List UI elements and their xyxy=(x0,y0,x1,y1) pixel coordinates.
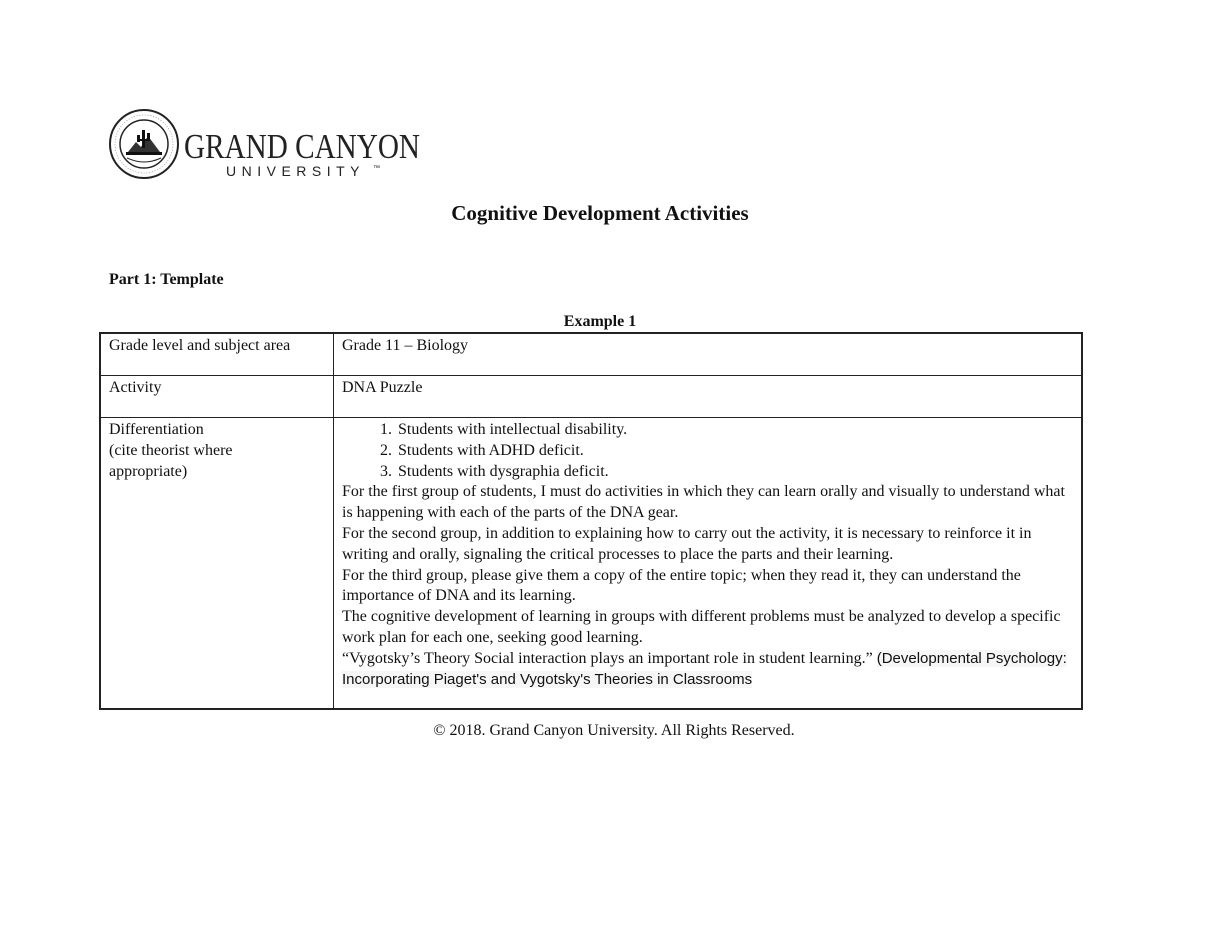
university-seal-icon xyxy=(110,110,178,178)
row-label: Grade level and subject area xyxy=(100,333,334,376)
paragraph: For the second group, in addition to explaining how to carry out the activity, it is necessary to reinforce it in writing and orally, signaling the critical processes to place the parts and their learning. xyxy=(342,524,1032,563)
svg-text:UNIVERSITY: UNIVERSITY xyxy=(226,163,366,179)
quote-paragraph xyxy=(342,649,1073,691)
paragraph: For the first group of students, I must do activities in which they can learn orally and visually to understand what is happening with each of the parts of the DNA gear. xyxy=(342,483,1065,522)
row-value: DNA Puzzle xyxy=(334,376,1083,418)
citation: (Developmental Psychology: Incorporating Piaget's and Vygotsky's Theories in Classrooms xyxy=(342,649,1067,688)
list-item: 3. Students with dysgraphia deficit. xyxy=(396,462,1073,483)
row-label xyxy=(100,418,334,710)
table-row-differentiation xyxy=(100,418,1082,710)
activity-template-table xyxy=(99,332,1083,710)
row-label: Activity xyxy=(100,376,334,418)
quote: “Vygotsky’s Theory Social interaction plays an important role in student learning.” xyxy=(342,649,873,667)
svg-text:GRAND CANYON: GRAND CANYON xyxy=(184,127,420,166)
label-line: Differentiation xyxy=(109,421,204,438)
label-line: (cite theorist where xyxy=(109,441,233,459)
table-row xyxy=(100,376,1082,418)
example-heading: Example 1 xyxy=(563,313,637,330)
label-line: appropriate) xyxy=(109,462,188,480)
document-title: Cognitive Development Activities xyxy=(451,201,749,225)
part-heading: Part 1: Template xyxy=(109,271,224,288)
differentiation-content xyxy=(334,418,1083,710)
svg-text:™: ™ xyxy=(373,165,380,172)
university-logo xyxy=(108,108,428,180)
student-groups-list xyxy=(342,420,1073,482)
table-row xyxy=(100,333,1082,376)
list-item: 1. Students with intellectual disability. xyxy=(396,420,1073,441)
row-value: Grade 11 – Biology xyxy=(334,333,1083,376)
copyright-footer: © 2018. Grand Canyon University. All Rights Reserved. xyxy=(433,722,795,739)
list-item: 2. Students with ADHD deficit. xyxy=(396,441,1073,462)
paragraph: For the third group, please give them a copy of the entire topic; when they read it, they can understand the importance of DNA and its learning. xyxy=(342,566,1021,605)
paragraph: The cognitive development of learning in groups with different problems must be analyzed to develop a specific work plan for each one, seeking good learning. xyxy=(342,608,1061,646)
